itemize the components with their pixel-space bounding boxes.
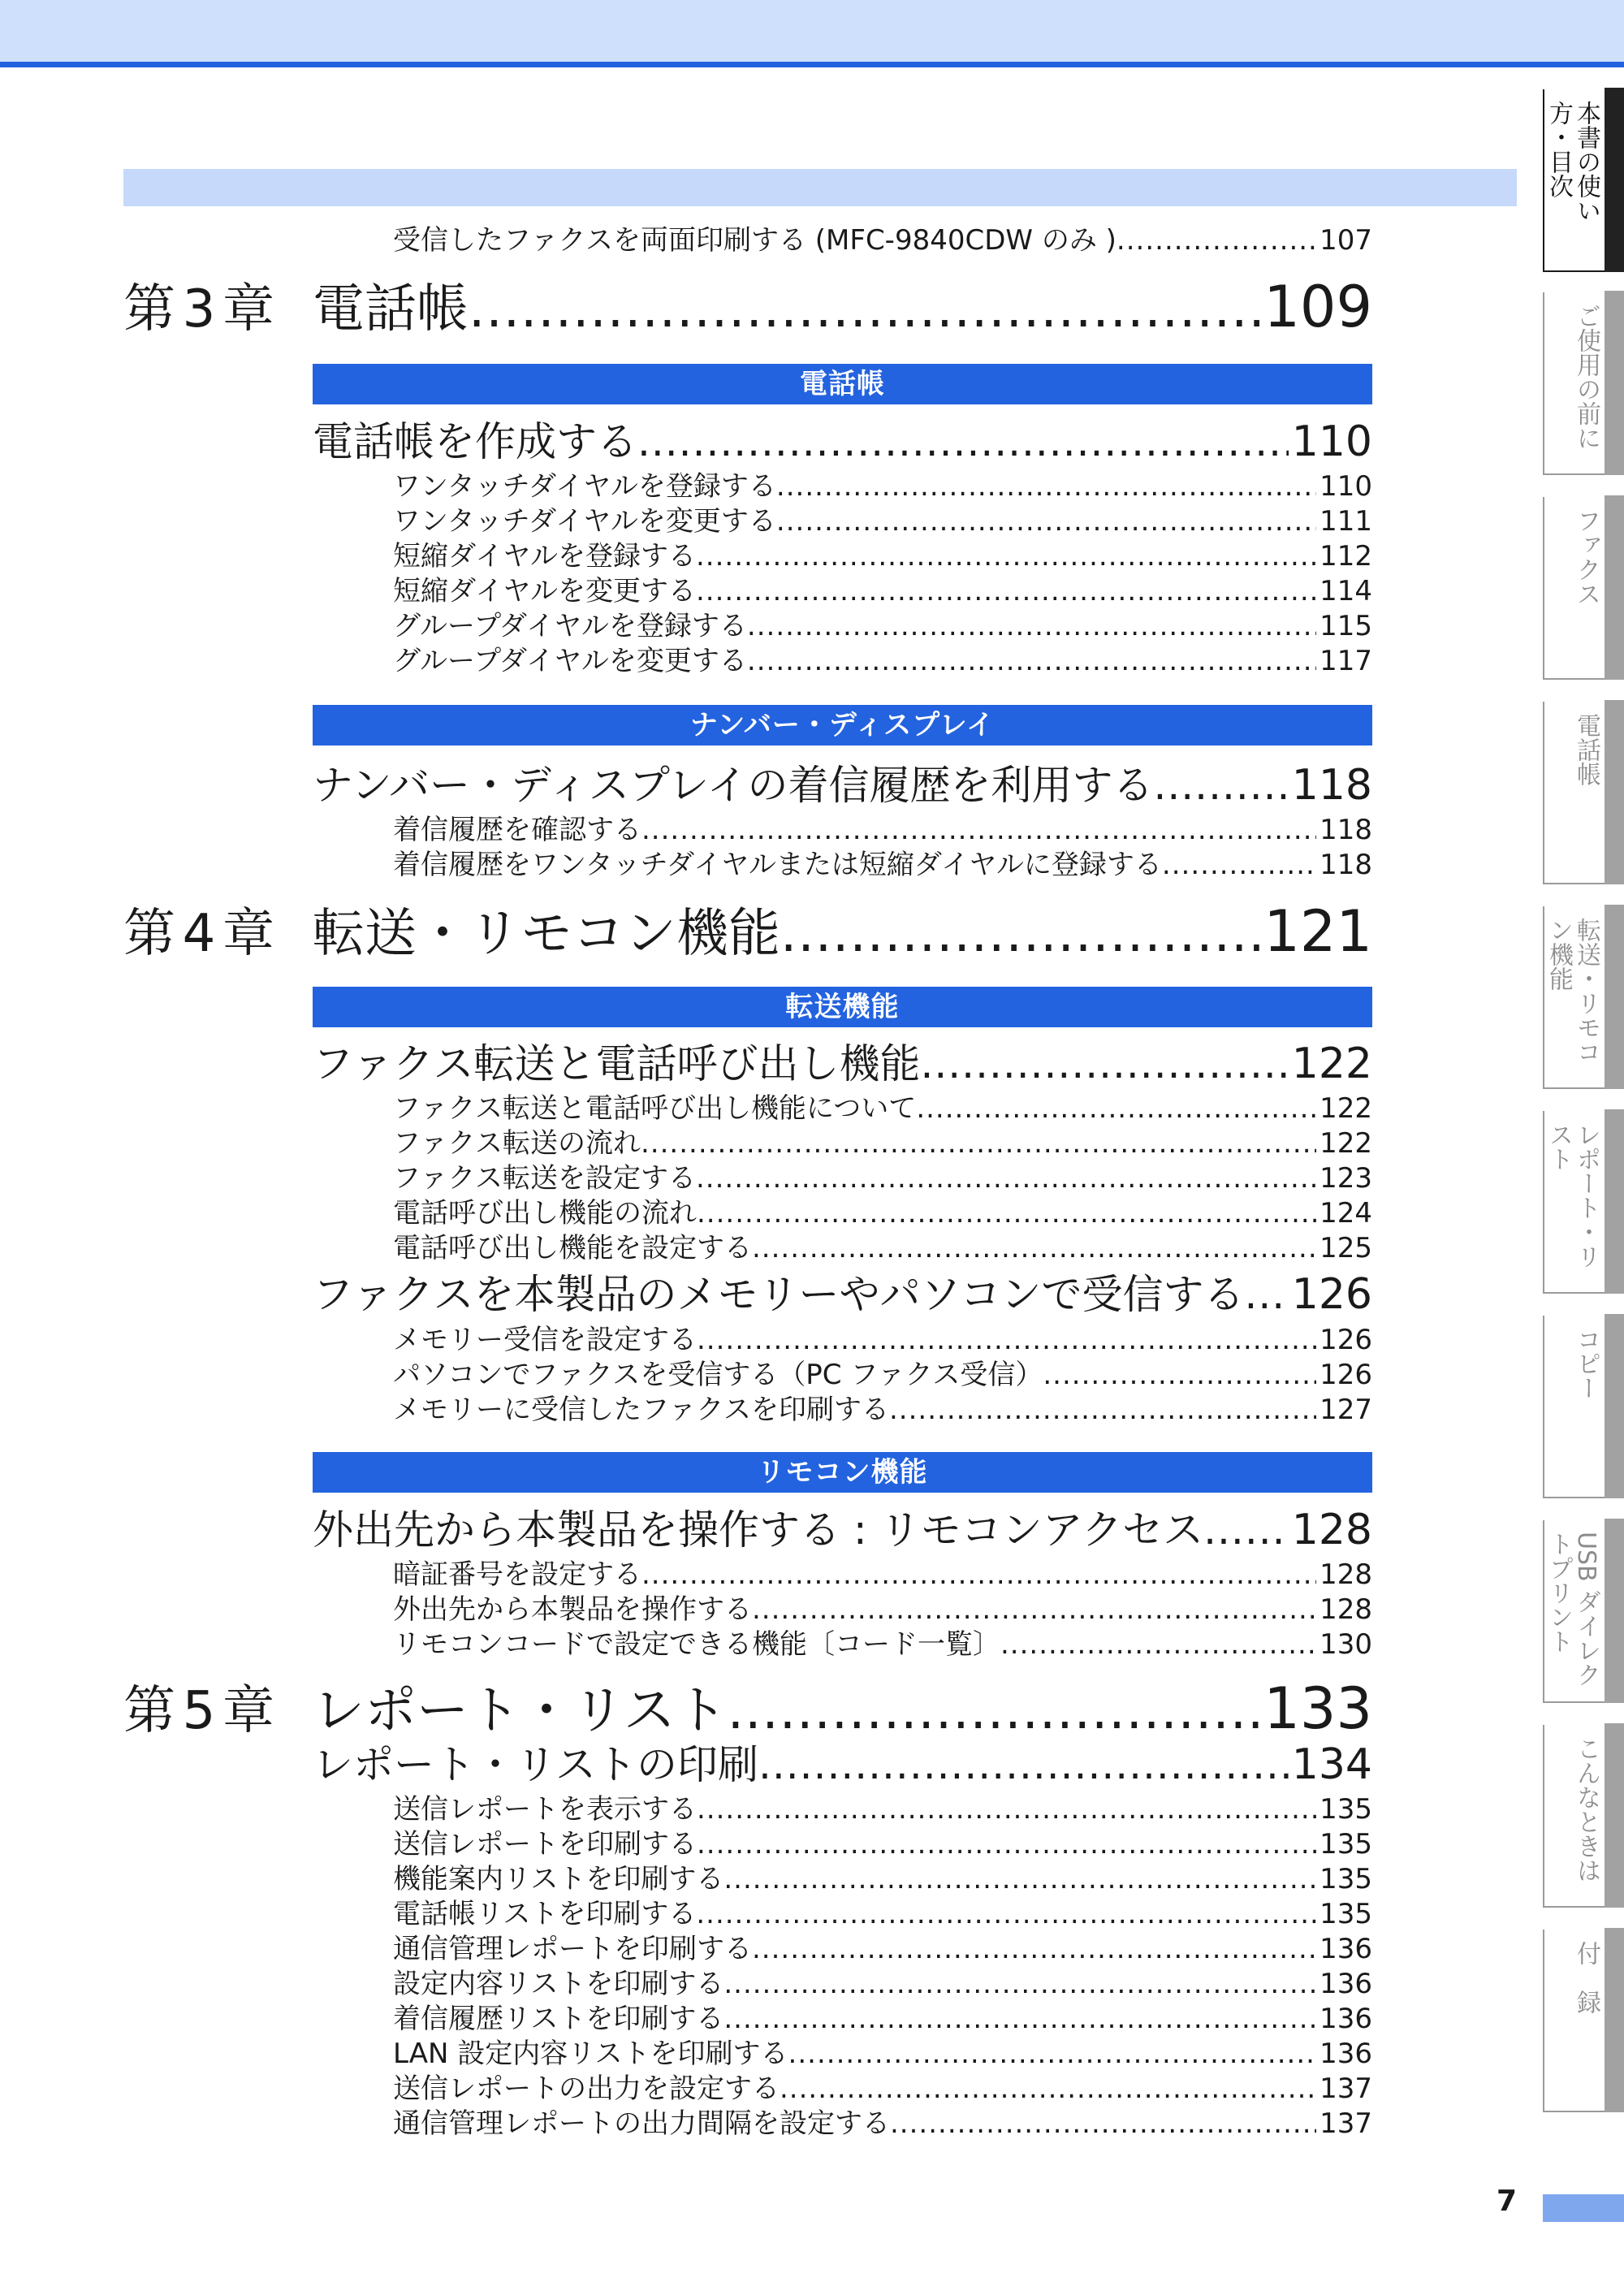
tab-edge xyxy=(1605,905,1624,1089)
toc-entry[interactable] xyxy=(393,1558,1372,1592)
leader-dots xyxy=(641,1558,1316,1592)
chapter-5-entry[interactable] xyxy=(123,1675,1372,1742)
section-title: 外出先から本製品を操作する : リモコンアクセス xyxy=(313,1506,1204,1554)
toc-entry[interactable] xyxy=(393,1323,1372,1357)
side-tab-before-use[interactable] xyxy=(1543,292,1624,475)
entry-page: 122 xyxy=(1320,1127,1372,1160)
leader-dots xyxy=(889,1393,1316,1427)
entry-page: 118 xyxy=(1320,814,1372,846)
leader-dots xyxy=(641,1126,1316,1160)
section-page: 126 xyxy=(1291,1270,1372,1319)
chapter-title: 転送・リモコン機能 xyxy=(313,904,780,964)
leader-dots xyxy=(728,1680,1261,1742)
leader-dots xyxy=(747,609,1316,643)
chapter-page: 109 xyxy=(1263,274,1372,340)
side-tab-fax[interactable] xyxy=(1543,497,1624,680)
leader-dots xyxy=(723,1967,1316,2001)
entry-title: ファクス転送の流れ xyxy=(393,1127,641,1160)
entry-title: ファクス転送を設定する xyxy=(393,1162,696,1195)
leader-dots xyxy=(641,813,1316,847)
entry-title: 電話呼び出し機能を設定する xyxy=(393,1232,752,1264)
entry-page: 123 xyxy=(1320,1162,1372,1195)
leader-dots xyxy=(697,1323,1316,1357)
tab-edge xyxy=(1605,88,1624,272)
leader-dots xyxy=(723,1862,1316,1896)
entry-title: 短縮ダイヤルを登録する xyxy=(393,540,696,573)
leader-dots xyxy=(696,574,1316,608)
entry-title: 通信管理レポートを印刷する xyxy=(393,1933,752,1965)
entry-title: グループダイヤルを登録する xyxy=(393,610,747,642)
chapter-prefix: 第 xyxy=(123,904,175,964)
side-tab-copy[interactable] xyxy=(1543,1316,1624,1498)
entry-title: ワンタッチダイヤルを変更する xyxy=(393,505,776,538)
toc-entry[interactable] xyxy=(393,504,1372,538)
side-tab-label: 本書の使い方・目次 xyxy=(1544,101,1600,223)
leader-dots xyxy=(752,1932,1316,1966)
chapter-label xyxy=(123,279,313,340)
leader-dots xyxy=(697,1196,1316,1230)
entry-page: 115 xyxy=(1320,610,1372,642)
entry-page: 136 xyxy=(1320,1968,1372,2000)
entry-page: 136 xyxy=(1320,2038,1372,2070)
leader-dots xyxy=(1203,1506,1289,1554)
toc-entry[interactable] xyxy=(393,2072,1372,2106)
entry-page: 124 xyxy=(1320,1197,1372,1230)
leader-dots xyxy=(758,1741,1289,1788)
section-entry[interactable] xyxy=(313,1271,1372,1318)
section-bar-number-display: ナンバー・ディスプレイ xyxy=(313,705,1372,746)
entry-page: 117 xyxy=(1320,645,1372,677)
section-page: 134 xyxy=(1291,1740,1372,1789)
toc-entry[interactable] xyxy=(393,1627,1372,1662)
toc-entry[interactable] xyxy=(393,1393,1372,1427)
section-entry[interactable] xyxy=(313,1741,1372,1788)
entry-page: 136 xyxy=(1320,2003,1372,2035)
chapter-title: 電話帳 xyxy=(313,279,469,339)
chapter-suffix: 章 xyxy=(222,279,274,339)
entry-title: 着信履歴をワンタッチダイヤルまたは短縮ダイヤルに登録する xyxy=(393,849,1162,881)
chapter-number: 5 xyxy=(182,1681,216,1741)
leader-dots xyxy=(776,469,1316,504)
leader-dots xyxy=(697,1792,1316,1826)
toc-entry[interactable] xyxy=(393,2037,1372,2071)
leader-dots xyxy=(723,2002,1316,2036)
entry-page: 128 xyxy=(1320,1593,1372,1626)
section-title: レポート・リストの印刷 xyxy=(313,1741,758,1788)
chapter-title: レポート・リスト xyxy=(313,1681,728,1741)
chapter-number: 4 xyxy=(182,904,216,964)
section-bar-denwacho: 電話帳 xyxy=(313,364,1372,404)
page-number-bar xyxy=(1543,2194,1624,2222)
leader-dots xyxy=(696,539,1316,573)
side-tab-troubleshooting[interactable] xyxy=(1543,1725,1624,1908)
leader-dots xyxy=(469,279,1260,340)
entry-title: メモリーに受信したファクスを印刷する xyxy=(393,1394,889,1426)
section-page: 122 xyxy=(1291,1039,1372,1088)
leader-dots xyxy=(697,1827,1316,1861)
entry-title: 電話帳リストを印刷する xyxy=(393,1898,697,1930)
leader-dots xyxy=(780,2072,1316,2106)
leader-dots xyxy=(696,1897,1316,1931)
side-tab-label: 付 録 xyxy=(1572,1941,1600,2014)
entry-title: 暗証番号を設定する xyxy=(393,1558,641,1591)
tab-edge xyxy=(1605,1109,1624,1294)
entry-title: パソコンでファクスを受信する（PC ファクス受信） xyxy=(393,1359,1043,1391)
section-title: ファクス転送と電話呼び出し機能 xyxy=(313,1040,921,1087)
section-page: 110 xyxy=(1291,417,1372,466)
side-tab-label: コピー xyxy=(1572,1327,1600,1400)
toc-entry[interactable] xyxy=(393,223,1372,257)
section-bar-remocon: リモコン機能 xyxy=(313,1452,1372,1493)
toc-entry[interactable] xyxy=(393,1827,1372,1861)
side-tab-toc[interactable] xyxy=(1543,89,1624,272)
toc-entry[interactable] xyxy=(393,1593,1372,1627)
chapter-prefix: 第 xyxy=(123,279,175,339)
tab-edge xyxy=(1605,495,1624,680)
tab-edge xyxy=(1605,1928,1624,2112)
side-tab-forward-remote[interactable] xyxy=(1543,906,1624,1089)
chapter-tabs xyxy=(1543,0,1624,2295)
side-tab-label: 転送・リモコン機能 xyxy=(1544,918,1600,1064)
chapter-3-entry[interactable] xyxy=(123,276,1372,338)
leader-dots xyxy=(776,504,1316,538)
entry-title: 設定内容リストを印刷する xyxy=(393,1968,724,2000)
entry-page: 135 xyxy=(1320,1828,1372,1861)
chapter-suffix: 章 xyxy=(222,904,274,964)
toc-entry[interactable] xyxy=(393,813,1372,847)
side-tab-label: ファクス xyxy=(1572,508,1600,606)
entry-page: 111 xyxy=(1320,505,1372,538)
section-entry[interactable] xyxy=(313,418,1372,465)
side-tab-usb-direct-print[interactable] xyxy=(1543,1520,1624,1703)
tab-edge xyxy=(1605,1519,1624,1703)
entry-page: 127 xyxy=(1320,1394,1372,1426)
toc-entry[interactable] xyxy=(393,1897,1372,1931)
entry-page: 137 xyxy=(1320,2072,1372,2105)
entry-page: 114 xyxy=(1320,575,1372,607)
leader-dots xyxy=(788,2037,1317,2071)
entry-title: 着信履歴を確認する xyxy=(393,814,641,846)
entry-page: 135 xyxy=(1320,1898,1372,1930)
entry-title: ワンタッチダイヤルを登録する xyxy=(393,470,776,503)
tab-edge xyxy=(1605,700,1624,884)
section-entry[interactable] xyxy=(313,1506,1372,1554)
section-page: 118 xyxy=(1291,761,1372,810)
toc-entry[interactable] xyxy=(393,1967,1372,2001)
section-page: 128 xyxy=(1291,1506,1372,1554)
toc-entry[interactable] xyxy=(393,1231,1372,1265)
side-tab-label: レポート・リスト xyxy=(1544,1122,1600,1269)
leader-dots xyxy=(1043,1358,1316,1392)
page-number: 7 xyxy=(1496,2185,1517,2218)
chapter-suffix: 章 xyxy=(222,1681,274,1741)
leader-dots xyxy=(1000,1627,1316,1662)
leader-dots xyxy=(1245,1271,1289,1318)
chapter-page: 133 xyxy=(1263,1675,1372,1742)
entry-page: 126 xyxy=(1320,1359,1372,1391)
chapter-4-entry[interactable] xyxy=(123,898,1372,965)
chapter-prefix: 第 xyxy=(123,1681,175,1741)
toc-entry[interactable] xyxy=(393,1161,1372,1195)
section-bar-tenso: 転送機能 xyxy=(313,987,1372,1027)
section-title: ナンバー・ディスプレイの着信履歴を利用する xyxy=(313,762,1154,809)
entry-page: 135 xyxy=(1320,1793,1372,1826)
entry-page: 135 xyxy=(1320,1863,1372,1895)
chapter-number: 3 xyxy=(182,279,216,339)
entry-title: 送信レポートを印刷する xyxy=(393,1828,697,1861)
leader-dots xyxy=(752,1593,1316,1627)
toc-entry[interactable] xyxy=(393,1091,1372,1126)
entry-page: 107 xyxy=(1320,224,1372,257)
leader-dots xyxy=(780,903,1260,965)
entry-page: 125 xyxy=(1320,1232,1372,1264)
toc-entry[interactable] xyxy=(393,1862,1372,1896)
entry-title: メモリー受信を設定する xyxy=(393,1324,697,1356)
side-tab-report-list[interactable] xyxy=(1543,1111,1624,1294)
entry-title: 短縮ダイヤルを変更する xyxy=(393,575,696,607)
toc-entry[interactable] xyxy=(393,1932,1372,1966)
entry-title: 機能案内リストを印刷する xyxy=(393,1863,724,1895)
toc-entry[interactable] xyxy=(393,2002,1372,2036)
entry-page: 112 xyxy=(1320,540,1372,573)
tab-edge xyxy=(1605,1314,1624,1498)
entry-title: グループダイヤルを変更する xyxy=(393,645,747,677)
section-entry[interactable] xyxy=(313,1040,1372,1087)
side-tab-appendix[interactable] xyxy=(1543,1930,1624,2112)
entry-title: 送信レポートの出力を設定する xyxy=(393,2072,780,2105)
side-tab-phonebook[interactable] xyxy=(1543,702,1624,884)
entry-page: 136 xyxy=(1320,1933,1372,1965)
section-title: ファクスを本製品のメモリーやパソコンで受信する xyxy=(313,1271,1245,1318)
toc-entry[interactable] xyxy=(393,2107,1372,2141)
entry-title: 外出先から本製品を操作する xyxy=(393,1593,752,1626)
toc-entry[interactable] xyxy=(393,1792,1372,1826)
leader-dots xyxy=(916,1091,1316,1126)
entry-page: 130 xyxy=(1320,1628,1372,1661)
entry-title: 通信管理レポートの出力間隔を設定する xyxy=(393,2107,890,2140)
leader-dots xyxy=(747,644,1316,678)
entry-title: 着信履歴リストを印刷する xyxy=(393,2003,724,2035)
entry-page: 128 xyxy=(1320,1558,1372,1591)
tab-edge xyxy=(1605,1723,1624,1908)
section-title: 電話帳を作成する xyxy=(313,418,637,465)
leader-dots xyxy=(637,418,1289,465)
toc-entry[interactable] xyxy=(393,848,1372,882)
leader-dots xyxy=(890,2107,1316,2141)
toc-entry[interactable] xyxy=(393,1358,1372,1392)
leader-dots xyxy=(696,1161,1316,1195)
section-entry[interactable] xyxy=(313,762,1372,809)
toc-entry[interactable] xyxy=(393,574,1372,608)
leader-dots xyxy=(921,1040,1289,1087)
leader-dots xyxy=(752,1231,1316,1265)
entry-title: 電話呼び出し機能の流れ xyxy=(393,1197,697,1230)
entry-page: 137 xyxy=(1320,2107,1372,2140)
entry-title: ファクス転送と電話呼び出し機能について xyxy=(393,1092,917,1125)
toc-entry[interactable] xyxy=(393,1196,1372,1230)
entry-title: 送信レポートを表示する xyxy=(393,1793,697,1826)
chapter-page: 121 xyxy=(1263,898,1372,965)
side-tab-label: こんなときは xyxy=(1572,1736,1600,1882)
entry-page: 122 xyxy=(1320,1092,1372,1125)
leader-dots xyxy=(1116,223,1316,257)
side-tab-label: ご使用の前に xyxy=(1572,304,1600,450)
leader-dots xyxy=(1162,848,1316,882)
side-tab-label: 電話帳 xyxy=(1572,713,1600,786)
side-tab-label: USB ダイレクトプリント xyxy=(1544,1532,1600,1688)
toc-entry[interactable] xyxy=(393,609,1372,643)
chapter-label xyxy=(123,1680,313,1742)
tab-edge xyxy=(1605,291,1624,475)
entry-title: LAN 設定内容リストを印刷する xyxy=(393,2038,788,2070)
entry-title: 受信したファクスを両面印刷する (MFC-9840CDW のみ ) xyxy=(393,224,1116,257)
toc-entry[interactable] xyxy=(393,644,1372,678)
entry-page: 118 xyxy=(1320,849,1372,881)
entry-page: 126 xyxy=(1320,1324,1372,1356)
toc-entry[interactable] xyxy=(393,539,1372,573)
entry-title: リモコンコードで設定できる機能〔コード一覧〕 xyxy=(393,1628,1000,1661)
toc-entry[interactable] xyxy=(393,469,1372,504)
entry-page: 110 xyxy=(1320,470,1372,503)
toc-entry[interactable] xyxy=(393,1126,1372,1160)
leader-dots xyxy=(1154,762,1289,809)
chapter-label xyxy=(123,903,313,965)
